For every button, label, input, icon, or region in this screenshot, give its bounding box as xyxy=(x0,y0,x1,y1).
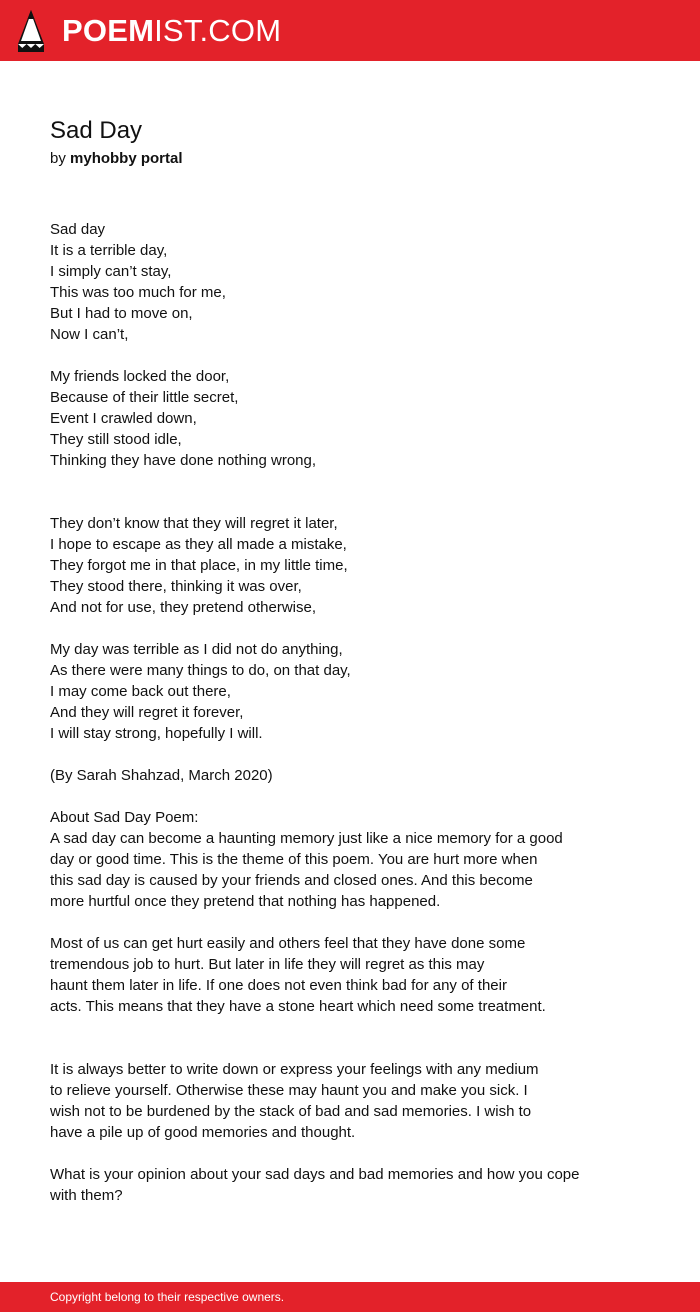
by-label: by xyxy=(50,150,66,167)
poem-body: Sad day It is a terrible day, I simply can’t stay, This was too much for me, But I had to move on, Now I can’t, My friends locked the door, Because of their little secret, Event I crawled down, They still stood idle, Thinking they have done nothing wrong, They don’t know that they will regret it later, I hope to escape as they all made a mistake, They forgot me in that place, in my little time, They stood there, thinking it was over, And not for use, they pretend otherwise, My day was terrible as I did not do anything, As there were many things to do, on that day, I may come back out there, And they will regret it forever, I will stay strong, hopefully I will. (By Sarah Shahzad, March 2020) About Sad Day Poem: A sad day can become a haunting memory just like a nice memory for a good day or good time. This is the theme of this poem. You are hurt more when this sad day is caused by your friends and closed ones. And this become more hurtful once they pretend that nothing has happened. Most of us can get hurt easily and others feel that they have done some tremendous job to hurt. But later in life they will regret as this may haunt them later in life. If one does not even think bad for any of their acts. This means that they have a stone heart which need some treatment. It is always better to write down or express your feelings with any medium to relieve yourself. Otherwise these may haunt you and make you sick. I wish not to be burdened by the stack of bad and sad memories. I wish to have a pile up of good memories and thought. What is your opinion about your sad days and bad memories and how you cope with them? xyxy=(50,221,580,1204)
copyright-text: Copyright belong to their respective owners. xyxy=(50,1290,285,1304)
site-header xyxy=(0,0,700,61)
byline xyxy=(50,148,660,170)
author-name: myhobby portal xyxy=(70,150,183,167)
logo-text-bold: POEM xyxy=(62,13,155,48)
site-footer xyxy=(0,1282,700,1312)
logo-text-light: IST.COM xyxy=(154,13,282,48)
site-logo-text xyxy=(62,10,281,52)
pencil-tip-icon xyxy=(18,10,44,52)
poem-heading xyxy=(50,116,660,170)
poem-title: Sad Day xyxy=(50,117,143,144)
site-logo[interactable] xyxy=(18,10,281,52)
